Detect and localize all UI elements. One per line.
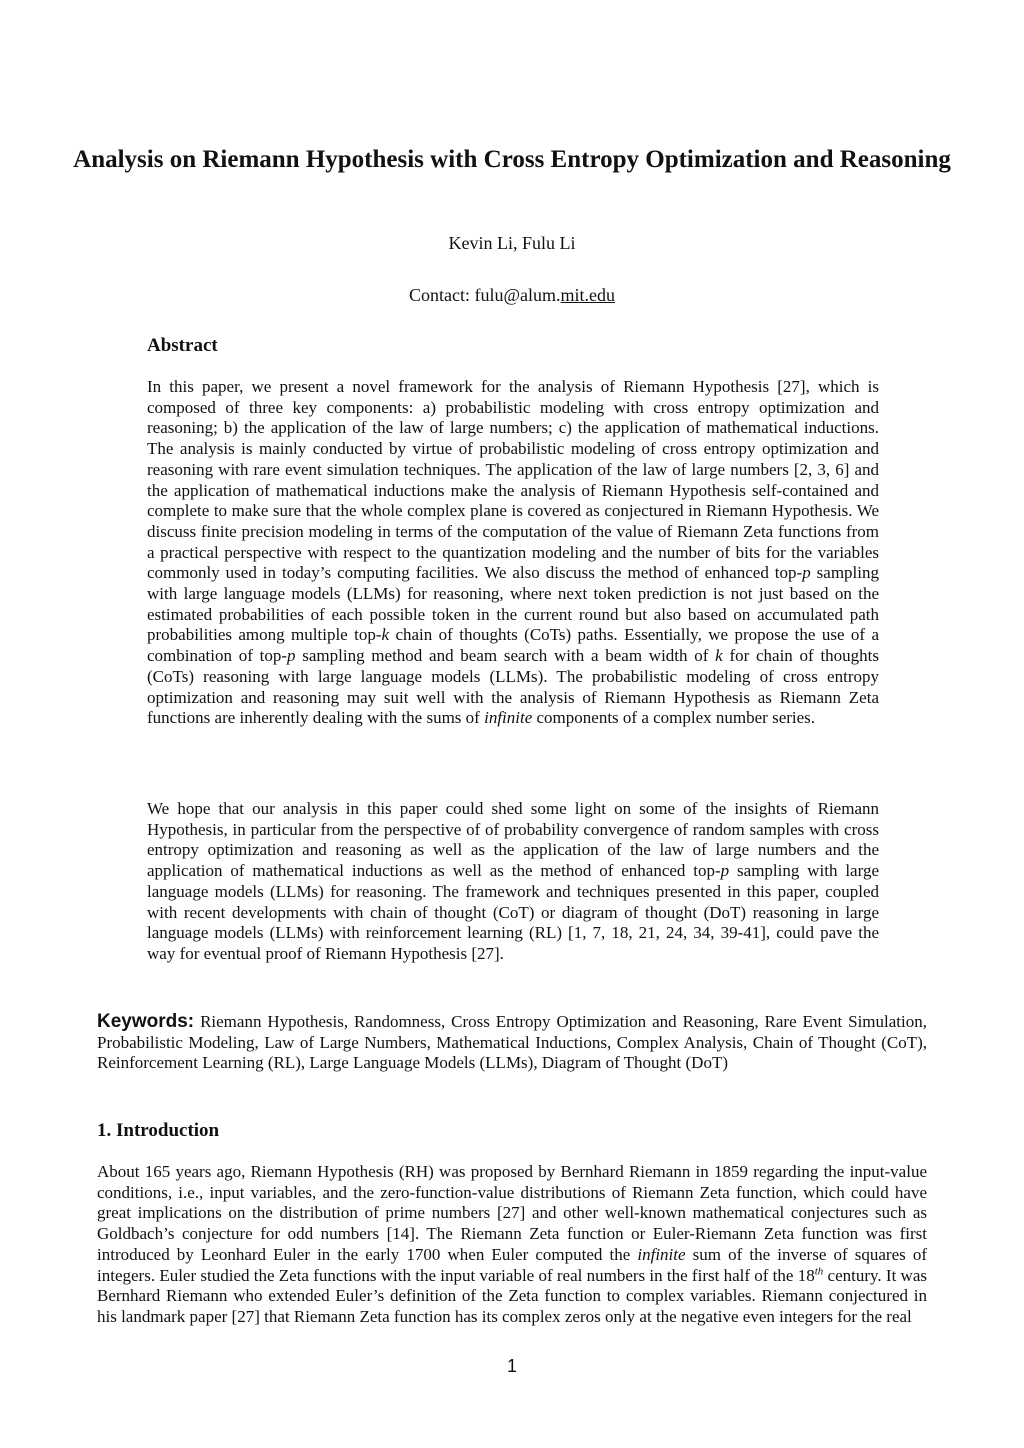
paper-title: Analysis on Riemann Hypothesis with Cross Entropy Optimization and Reasoning [73,146,951,173]
page-number: 1 [506,1356,517,1376]
abstract-heading: Abstract [147,335,218,356]
contact-label: Contact: [408,285,475,305]
intro-p1-italic-infinite: infinite [637,1244,686,1264]
abstract-p1-italic-p-2: p [287,646,296,666]
abstract-p1-italic-k-2: k [715,646,723,666]
intro-p1-text-1: About 165 years ago, Riemann Hypothesis (RH) was proposed by Bernhard Riemann in 1859 regarding the input-value conditions, i.e., input variables, and the zero-function-value distributions of Riemann Zeta function, which could have great implications on the distribution of prime numbers [27] and other well-known mathematical conjectures such as Goldbach’s conjecture for odd numbers [14]. The Riemann Zeta function or Euler-Riemann Zeta function was first introduced by Leonhard Euler in the early 1700 when Euler computed the [97,1162,927,1264]
intro-p1-text-3: century. It was Bernhard Riemann who extended Euler’s definition of the Zeta function to complex variables. Riemann conjectured in his landmark paper [27] that Riemann Zeta function has its complex zeros only at the negative even integers for the real [97,1265,927,1326]
abstract-p1-text-4: sampling method and beam search with a beam width of [295,646,716,666]
intro-p1-text-2: sum of the inverse of squares of integers. Euler studied the Zeta functions with the input variable of real numbers in the first half of the 18 [97,1244,927,1285]
introduction-paragraph-1 [97,1162,927,1328]
abstract-p2-text-2: sampling with large language models (LLMs) for reasoning. The framework and techniques presented in this paper, coupled with recent developments with chain of thought (CoT) or diagram of thought (DoT) reasoning in large language models (LLMs) with reinforcement learning (RL) [1, 7, 18, 21, 24, 34, 39-41], could pave the way for eventual proof of Riemann Hypothesis [27]. [147,861,879,963]
contact-email-domain-link[interactable]: mit.edu [560,285,616,305]
abstract-p1-italic-infinite: infinite [484,708,533,728]
abstract-p2-italic-p: p [720,861,730,881]
abstract-paragraph-2 [147,799,879,965]
keywords-text: Riemann Hypothesis, Randomness, Cross Entropy Optimization and Reasoning, Rare Event Simulation, Probabilistic Modeling, Law of Large Numbers, Mathematical Inductions, Complex Analysis, Chain of Thought (CoT), Reinforcement Learning (RL), Large Language Models (LLMs), Diagram of Thought (DoT) [97,1012,927,1073]
section-heading-introduction: 1. Introduction [97,1120,220,1141]
abstract-p1-text-1: In this paper, we present a novel framework for the analysis of Riemann Hypothesis [27], which is composed of three key components: a) probabilistic modeling with cross entropy optimization and reasoning; b) the application of the law of large numbers; c) the application of mathematical inductions. The analysis is mainly conducted by virtue of probabilistic modeling of cross entropy optimization and reasoning with rare event simulation techniques. The application of the law of large numbers [2, 3, 6] and the application of mathematical inductions make the analysis of Riemann Hypothesis self-contained and complete to make sure that the whole complex plane is covered as conjectured in Riemann Hypothesis. We discuss finite precision modeling in terms of the computation of the value of Riemann Zeta functions from a practical perspective with respect to the quantization modeling and the number of bits for the variables commonly used in today’s computing facilities. We also discuss the method of enhanced top- [147,377,879,583]
author-list: Kevin Li, Fulu Li [448,233,576,253]
contact-line [0,284,1024,306]
abstract-p1-text-5: for chain of thoughts (CoTs) reasoning with large language models (LLMs). The probabilistic modeling of cross entropy optimization and reasoning may suit well with the analysis of Riemann Hypothesis as Riemann Zeta functions are inherently dealing with the sums of [147,646,880,728]
abstract-p1-italic-p-1: p [802,563,811,583]
abstract-p1-text-6: components of a complex number series. [532,708,816,728]
abstract-p1-text-3: chain of thoughts (CoTs) paths. Essentially, we propose the use of a combination of top- [147,625,879,666]
abstract-paragraph-1 [147,377,879,729]
contact-email-user[interactable]: fulu@alum. [474,285,561,305]
keywords-label: Keywords: [97,1011,195,1032]
abstract-p1-italic-k-1: k [381,625,390,645]
abstract-p1-text-2: sampling with large language models (LLMs) for reasoning, where next token prediction is not just based on the estimated probabilities of each possible token in the current round but also based on accumulated path probabilities among multiple top- [147,563,879,645]
abstract-p2-text-1: We hope that our analysis in this paper could shed some light on some of the insights of Riemann Hypothesis, in particular from the perspective of of probability convergence of random samples with cross entropy optimization and reasoning as well as the application of the law of large numbers and the application of mathematical inductions as well as the method of enhanced top- [147,799,879,881]
keywords-block [97,1012,927,1074]
intro-p1-superscript-th: th [814,1264,824,1277]
